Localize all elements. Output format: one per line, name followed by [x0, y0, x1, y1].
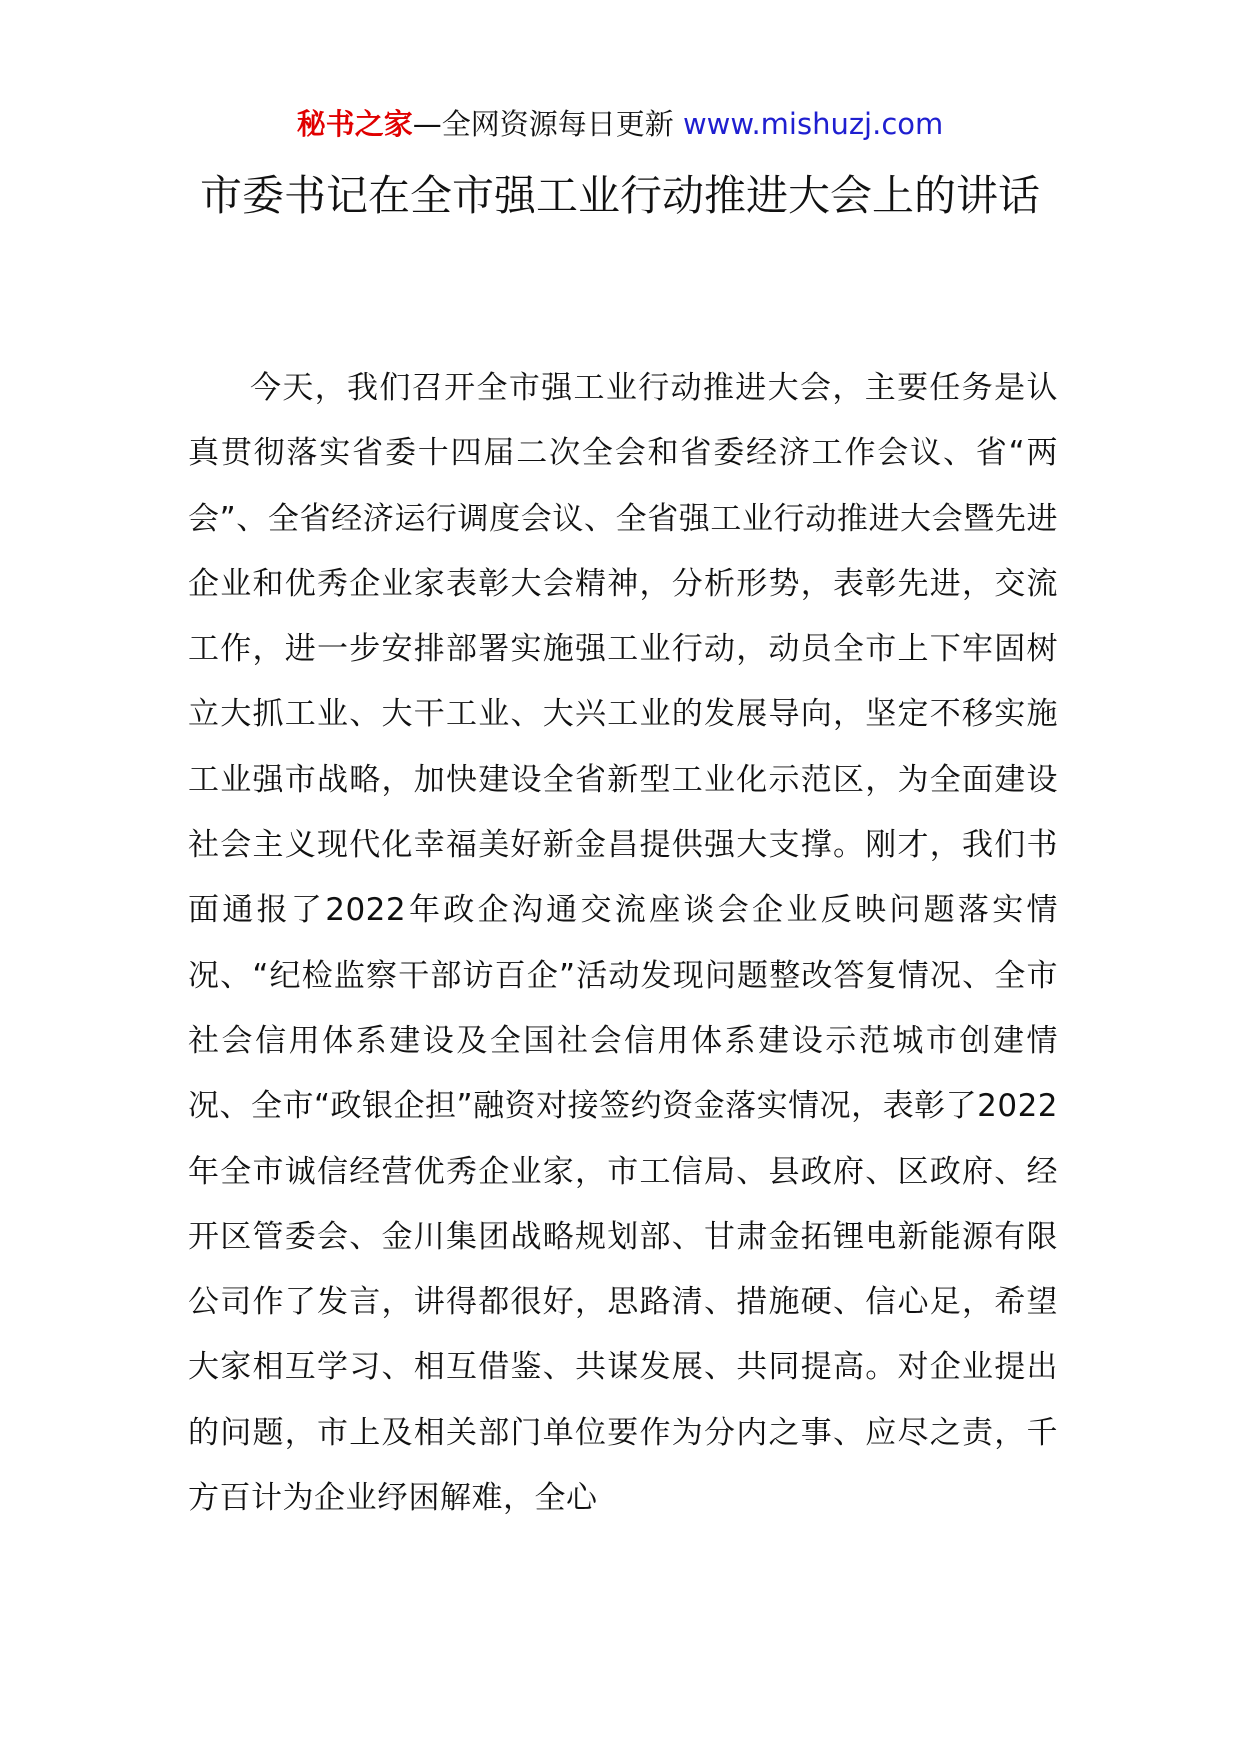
- website-link[interactable]: www.mishuzj.com: [682, 107, 944, 141]
- brand-name: 秘书之家: [296, 107, 413, 141]
- body-paragraph: 今天，我们召开全市强工业行动推进大会，主要任务是认真贯彻落实省委十四届二次全会和省委经济工作会议、省“两会”、全省经济运行调度会议、全省强工业行动推进大会暨先进企业和优秀企业家表彰大会精神，分析形势，表彰先进，交流工作，进一步安排部署实施强工业行动，动员全市上下牢固树立大抓工业、大干工业、大兴工业的发展导向，坚定不移实施工业强市战略，加快建设全省新型工业化示范区，为全面建设社会主义现代化幸福美好新金昌提供强大支撑。刚才，我们书面通报了2022年政企沟通交流座谈会企业反映问题落实情况、“纪检监察干部访百企”活动发现问题整改答复情况、全市社会信用体系建设及全国社会信用体系建设示范城市创建情况、全市“政银企担”融资对接签约资金落实情况，表彰了2022年全市诚信经营优秀企业家，市工信局、县政府、区政府、经开区管委会、金川集团战略规划部、甘肃金拓锂电新能源有限公司作了发言，讲得都很好，思路清、措施硬、信心足，希望大家相互学习、相互借鉴、共谋发展、共同提高。对企业提出的问题，市上及相关部门单位要作为分内之事、应尽之责，千方百计为企业纾困解难，全心: [188, 370, 1059, 1517]
- document-title: 市委书记在全市强工业行动推进大会上的讲话: [199, 171, 1040, 220]
- header-tagline: —全网资源每日更新: [412, 107, 683, 141]
- site-header: [0, 104, 1240, 144]
